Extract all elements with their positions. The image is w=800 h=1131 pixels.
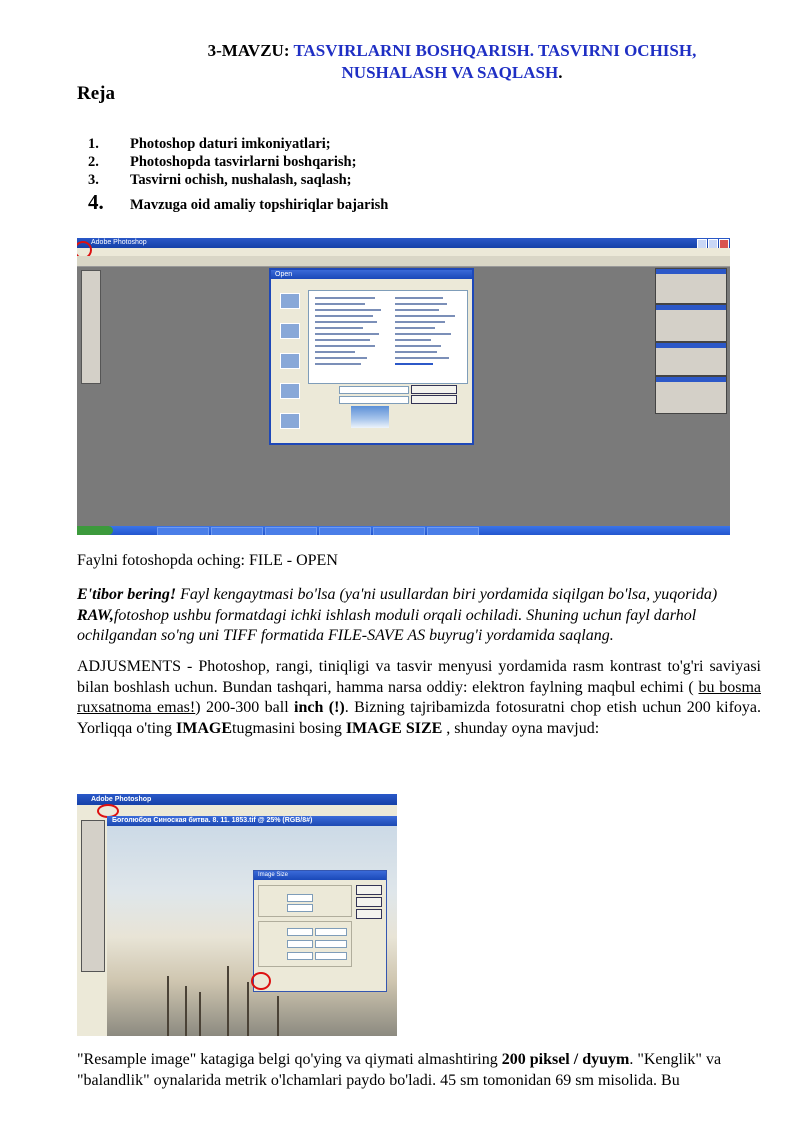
windows-taskbar	[77, 526, 730, 535]
image-size-dialog	[253, 870, 387, 992]
file-name-field[interactable]	[339, 386, 409, 394]
toolbox	[81, 270, 101, 384]
open-dialog	[269, 268, 474, 445]
para-open-file: Faylni fotoshopda oching: FILE - OPEN	[77, 552, 338, 569]
print-resolution-link[interactable]: bu bosma ruxsatnoma emas!	[77, 678, 761, 716]
pixel-width-field[interactable]	[287, 894, 313, 902]
pixel-height-field[interactable]	[287, 904, 313, 912]
plan-item	[88, 135, 388, 153]
image-preview	[351, 406, 389, 428]
plan-item-text: Tasvirni ochish, nushalash, saqlash;	[130, 172, 352, 188]
photoshop-image-size-screenshot	[77, 794, 397, 1036]
raw-term: RAW,	[77, 606, 114, 624]
file-list	[308, 290, 468, 384]
adjustments-text-1: ADJUSMENTS - Photoshop, rangi, tiniqligi va tasvir menyusi yordamida rasm kontrast to'g'ri saviyasi bilan boshlash uchun. Bundan tashqari, hamma narsa oddiy: elektron faylning maqbul echimi (	[77, 658, 761, 696]
plan-item-number: 1.	[88, 136, 99, 152]
cancel-button[interactable]	[356, 897, 382, 907]
document-title-bar: Боголюбов Синоская битва. 8. 11. 1853.tif @ 25% (RGB/8#)	[107, 816, 397, 826]
resolution-unit-select[interactable]	[315, 952, 347, 960]
plan-item	[88, 189, 388, 215]
network-places-icon	[280, 413, 300, 429]
plan-item-text: Photoshopda tasvirlarni boshqarish;	[130, 154, 357, 170]
plan-item	[88, 153, 388, 171]
pixel-dimensions-group	[258, 885, 352, 917]
attention-lead: E'tibor bering!	[77, 586, 177, 603]
topic-title-line1: TASVIRLARNI BOSHQARISH. TASVIRNI OCHISH,	[293, 41, 697, 60]
inch-term: inch (!)	[294, 699, 345, 716]
image-size-term: IMAGE SIZE	[345, 719, 443, 737]
navigator-panel	[655, 268, 727, 304]
adjustments-text-5: , shunday oyna mavjud:	[442, 719, 600, 737]
resolution-field[interactable]	[287, 952, 313, 960]
plan-item-number: 2.	[88, 154, 99, 170]
layers-panel	[655, 376, 727, 414]
height-unit-select[interactable]	[315, 940, 347, 948]
document-size-group	[258, 921, 352, 967]
plan-list	[88, 135, 388, 215]
topic-title	[150, 40, 754, 84]
plan-item-text: Photoshop daturi imkoniyatlari;	[130, 136, 331, 152]
resolution-value: 200 piksel / dyuym	[501, 1051, 630, 1068]
plan-item	[88, 171, 388, 189]
options-bar	[77, 256, 730, 267]
resample-checkbox-highlight	[251, 972, 271, 990]
app-title-bar: Adobe Photoshop	[77, 794, 397, 805]
color-panel	[655, 304, 727, 342]
doc-width-field[interactable]	[287, 928, 313, 936]
my-computer-icon	[280, 383, 300, 399]
para-attention	[77, 585, 761, 647]
image-term: IMAGE	[176, 719, 233, 737]
my-documents-icon	[280, 353, 300, 369]
start-button[interactable]	[77, 526, 113, 535]
para-resample	[77, 1050, 761, 1091]
resample-text-1: "Resample image" katagiga belgi qo'ying va qiymati almashtiring	[77, 1051, 502, 1068]
adjustments-text-4: tugmasini bosing	[232, 719, 346, 737]
doc-height-field[interactable]	[287, 940, 313, 948]
places-bar	[275, 290, 305, 410]
adjustments-text-2: ) 200-300 ball	[195, 699, 295, 716]
attention-text-1: Fayl kengaytmasi bo'lsa (ya'ni usullardan biri yordamida siqilgan bo'lsa, yuqorida)	[176, 586, 718, 603]
open-button[interactable]	[411, 385, 457, 394]
desktop-icon	[280, 323, 300, 339]
topic-title-suffix: .	[558, 63, 563, 82]
plan-item-number: 4.	[88, 190, 104, 214]
history-panel	[655, 342, 727, 376]
app-title-bar: Adobe Photoshop	[77, 238, 730, 248]
image-size-dialog-title: Image Size	[254, 871, 386, 880]
adjustments-text-3: . Bizning tajribamizda fotosuratni chop etish uchun 200 kifoya. Yorliqqa o'ting	[77, 699, 761, 737]
width-unit-select[interactable]	[315, 928, 347, 936]
menu-bar	[77, 248, 730, 256]
cancel-button[interactable]	[411, 395, 457, 404]
open-dialog-title: Open	[271, 270, 472, 279]
file-type-select[interactable]	[339, 396, 409, 404]
toolbox	[81, 820, 105, 972]
auto-button[interactable]	[356, 909, 382, 919]
topic-number: 3-MAVZU:	[207, 41, 294, 60]
plan-heading: Reja	[77, 83, 115, 104]
para-adjustments	[77, 657, 761, 739]
resample-text-2: . "Kenglik" va "balandlik" oynalarida metrik o'lchamlari paydo bo'ladi. 45 sm tomonidan 69 sm misolida. Bu	[77, 1051, 722, 1089]
photoshop-open-screenshot	[77, 238, 730, 535]
ok-button[interactable]	[356, 885, 382, 895]
plan-item-number: 3.	[88, 172, 99, 188]
topic-title-line2: NUSHALASH VA SAQLASH	[341, 63, 559, 82]
recent-documents-icon	[280, 293, 300, 309]
attention-text-2: fotoshop ushbu formatdagi ichki ishlash moduli orqali ochiladi. Shuning uchun fayl darhol ochilgandan so'ng uni TIFF formatida FILE-SAVE AS buyrug'i yordamida saqlang.	[77, 606, 697, 644]
menu-bar	[77, 805, 397, 814]
plan-item-text: Mavzuga oid amaliy topshiriqlar bajarish	[130, 197, 389, 213]
